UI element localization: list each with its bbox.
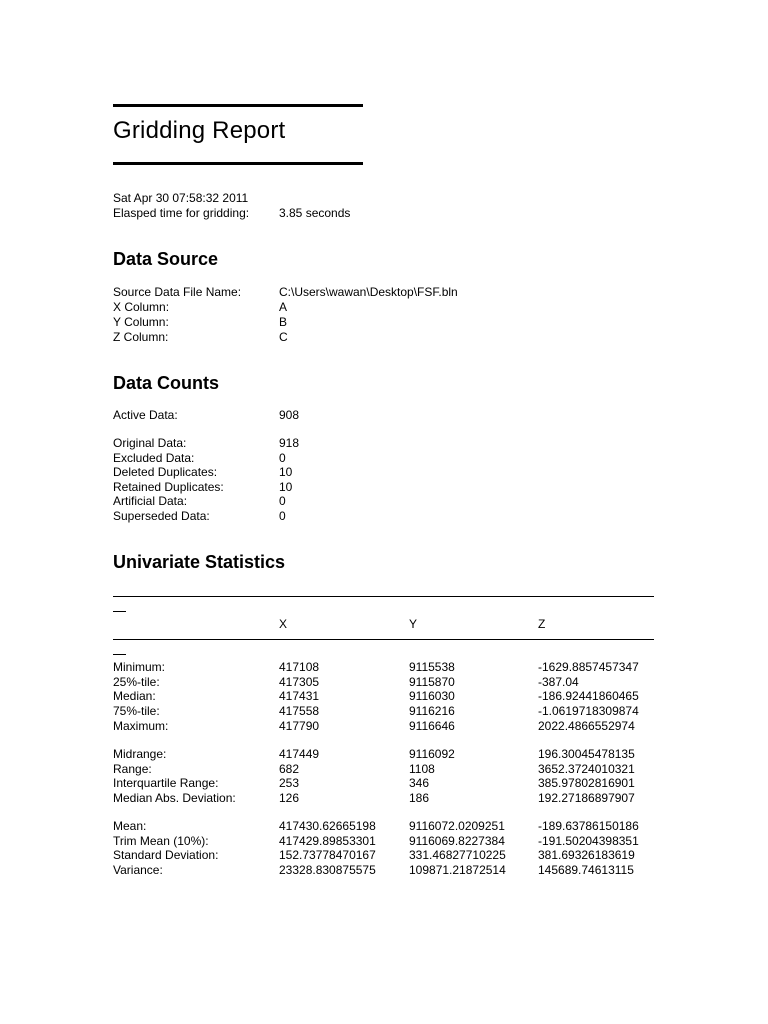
stats-rule-top [113, 596, 654, 597]
stat-label: Maximum: [113, 719, 169, 733]
table-row [113, 848, 658, 863]
table-row [113, 762, 658, 777]
stat-z: 381.69326183619 [538, 848, 635, 862]
stat-y: 9116216 [409, 704, 455, 718]
stat-y: 9116069.8227384 [409, 834, 505, 848]
stat-label: Mean: [113, 819, 147, 833]
stat-x: 253 [279, 776, 300, 790]
stat-x: 417430.62665198 [279, 819, 376, 833]
stat-y: 109871.21872514 [409, 863, 506, 877]
stat-label: Median: [113, 689, 156, 703]
stat-label: 75%-tile: [113, 704, 160, 718]
title-rule-top [113, 104, 363, 107]
data-source-heading: Data Source [113, 249, 219, 269]
table-row [113, 834, 658, 849]
data-counts-value: 0 [279, 494, 286, 508]
data-counts-value: 908 [279, 408, 300, 422]
data-counts-label: Deleted Duplicates: [113, 465, 218, 479]
stat-y: 9116646 [409, 719, 455, 733]
stat-x: 417429.89853301 [279, 834, 376, 848]
data-counts-label: Superseded Data: [113, 509, 210, 523]
data-counts-heading: Data Counts [113, 373, 220, 393]
stat-label: Minimum: [113, 660, 166, 674]
stat-y: 9115538 [409, 660, 455, 674]
stat-z: 192.27186897907 [538, 791, 635, 805]
stat-y: 9115870 [409, 675, 455, 689]
stat-x: 417790 [279, 719, 320, 733]
table-row [113, 719, 658, 734]
title-rule-bottom [113, 162, 363, 165]
stat-label: Midrange: [113, 747, 167, 761]
stat-z: 385.97802816901 [538, 776, 635, 790]
stat-z: -186.92441860465 [538, 689, 639, 703]
data-counts-label: Excluded Data: [113, 451, 195, 465]
stat-x: 417431 [279, 689, 320, 703]
data-counts-value: 0 [279, 509, 286, 523]
stat-z: -189.63786150186 [538, 819, 639, 833]
stat-y: 186 [409, 791, 430, 805]
data-source-label: Source Data File Name: [113, 285, 242, 299]
stat-x: 23328.830875575 [279, 863, 376, 877]
table-row [113, 704, 658, 719]
stat-z: 145689.74613115 [538, 863, 634, 877]
stat-z: 2022.4866552974 [538, 719, 635, 733]
data-source-value: A [279, 300, 288, 314]
data-counts-label: Active Data: [113, 408, 178, 422]
table-row [113, 819, 658, 834]
data-counts-value: 0 [279, 451, 286, 465]
stat-x: 152.73778470167 [279, 848, 376, 862]
stat-x: 417558 [279, 704, 320, 718]
stat-y: 9116092 [409, 747, 455, 761]
table-row [113, 689, 658, 704]
stat-x: 417108 [279, 660, 320, 674]
stat-z: -191.50204398351 [538, 834, 639, 848]
stat-z: 196.30045478135 [538, 747, 635, 761]
data-counts-value: 10 [279, 465, 293, 479]
data-source-label: Y Column: [113, 315, 169, 329]
data-counts-value: 918 [279, 436, 300, 450]
stats-header-row [113, 617, 658, 632]
table-row [113, 747, 658, 762]
stat-z: -1629.8857457347 [538, 660, 639, 674]
data-source-value: B [279, 315, 288, 329]
column-header-y: Y [409, 617, 418, 631]
table-row [113, 791, 658, 806]
stat-label: Trim Mean (10%): [113, 834, 209, 848]
elapsed-label: Elasped time for gridding: [113, 206, 250, 220]
data-source-label: Z Column: [113, 330, 169, 344]
stat-label: Variance: [113, 863, 163, 877]
stat-label: 25%-tile: [113, 675, 160, 689]
data-counts-label: Retained Duplicates: [113, 480, 224, 494]
column-header-z: Z [538, 617, 546, 631]
data-counts-value: 10 [279, 480, 293, 494]
stats-rule-header [113, 639, 654, 640]
table-row [113, 863, 658, 878]
stats-rule-header-wrap [113, 654, 126, 655]
stat-label: Interquartile Range: [113, 776, 219, 790]
column-header-x: X [279, 617, 288, 631]
stat-z: -387.04 [538, 675, 579, 689]
univariate-heading: Univariate Statistics [113, 552, 286, 572]
stats-rule-top-wrap [113, 611, 126, 612]
table-row [113, 675, 658, 690]
stat-y: 9116072.0209251 [409, 819, 505, 833]
data-counts-label: Artificial Data: [113, 494, 188, 508]
stat-y: 331.46827710225 [409, 848, 506, 862]
stat-x: 417305 [279, 675, 320, 689]
data-source-label: X Column: [113, 300, 170, 314]
stat-x: 417449 [279, 747, 320, 761]
data-source-value: C [279, 330, 288, 344]
stat-y: 346 [409, 776, 430, 790]
stat-z: 3652.3724010321 [538, 762, 635, 776]
timestamp-text: Sat Apr 30 07:58:32 2011 [113, 191, 249, 205]
elapsed-value: 3.85 seconds [279, 206, 351, 220]
table-row [113, 660, 658, 675]
stat-label: Standard Deviation: [113, 848, 219, 862]
stat-x: 126 [279, 791, 300, 805]
report-title: Gridding Report [113, 117, 286, 144]
data-counts-label: Original Data: [113, 436, 187, 450]
data-source-value: C:\Users\wawan\Desktop\FSF.bln [279, 285, 458, 299]
table-row [113, 776, 658, 791]
stat-y: 1108 [409, 762, 435, 776]
stat-z: -1.0619718309874 [538, 704, 639, 718]
stat-label: Median Abs. Deviation: [113, 791, 236, 805]
stat-y: 9116030 [409, 689, 455, 703]
stat-label: Range: [113, 762, 152, 776]
stat-x: 682 [279, 762, 300, 776]
